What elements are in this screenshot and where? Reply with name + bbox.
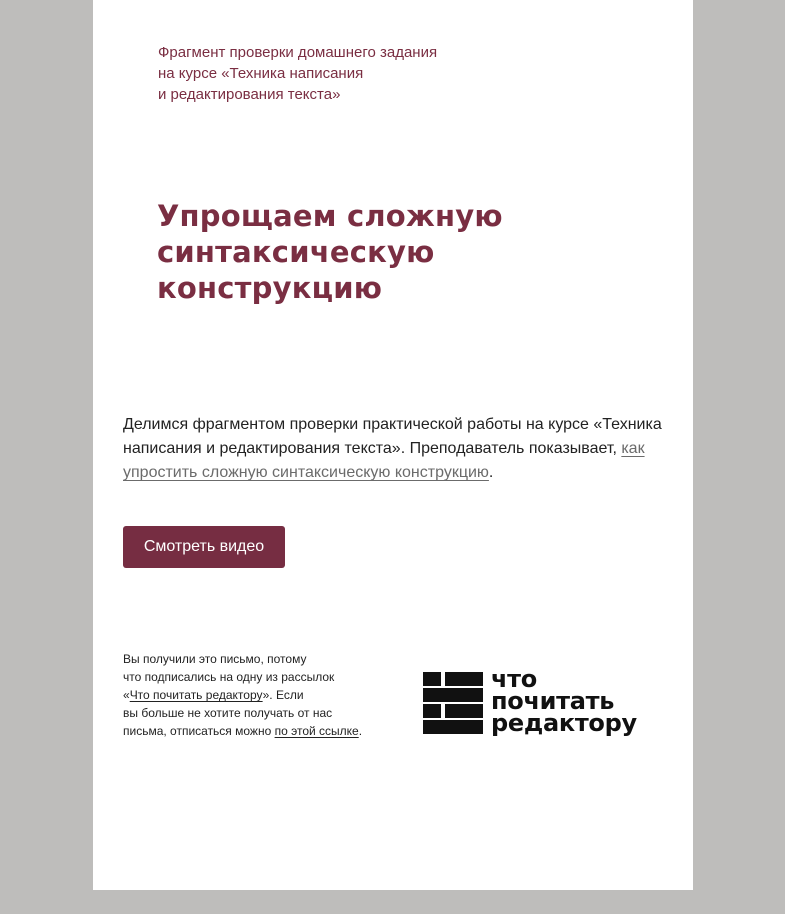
footer-line [123, 722, 383, 740]
footer-line: вы больше не хотите получать от нас [123, 706, 333, 720]
watch-video-button[interactable]: Смотреть видео [123, 526, 285, 568]
headline [157, 198, 577, 306]
headline-line: конструкцию [157, 271, 383, 305]
newsletter-link[interactable]: Что почитать редактору [129, 688, 263, 702]
intro-text-end: . [488, 464, 494, 481]
intro-link[interactable]: как упростить сложную синтаксическую конструкцию [123, 440, 645, 481]
intro-text: Делимся фрагментом проверки практической работы на курсе «Техника написания и редактирования текста». Преподаватель показывает, [123, 416, 662, 457]
logo-mark-icon [423, 672, 483, 734]
kicker-line: и редактирования текста» [158, 86, 341, 103]
logo-line: редактору [491, 709, 637, 737]
footer-line: Вы получили это письмо, потому [123, 652, 307, 666]
logo-wordmark [491, 665, 637, 737]
headline-line: Упрощаем сложную [157, 199, 503, 233]
unsubscribe-link[interactable]: по этой ссылке [274, 724, 359, 738]
footer-line [123, 686, 383, 704]
footer-line: что подписались на одну из рассылок [123, 670, 335, 684]
footer-text [123, 650, 383, 740]
footer-text-fragment: . [358, 724, 363, 738]
kicker-text [158, 42, 488, 105]
intro-paragraph [123, 413, 663, 485]
logo-line: почитать [491, 687, 615, 715]
headline-line: синтаксическую [157, 235, 435, 269]
footer-text-fragment: ». Если [262, 688, 304, 702]
logo-line: что [491, 665, 537, 693]
email-card [93, 0, 693, 890]
footer-text-fragment: письма, отписаться можно [123, 724, 275, 738]
kicker-line: на курсе «Техника написания [158, 65, 364, 82]
kicker-line: Фрагмент проверки домашнего задания [158, 44, 438, 61]
brand-logo [423, 665, 663, 738]
footer-text-fragment: « [123, 688, 130, 702]
